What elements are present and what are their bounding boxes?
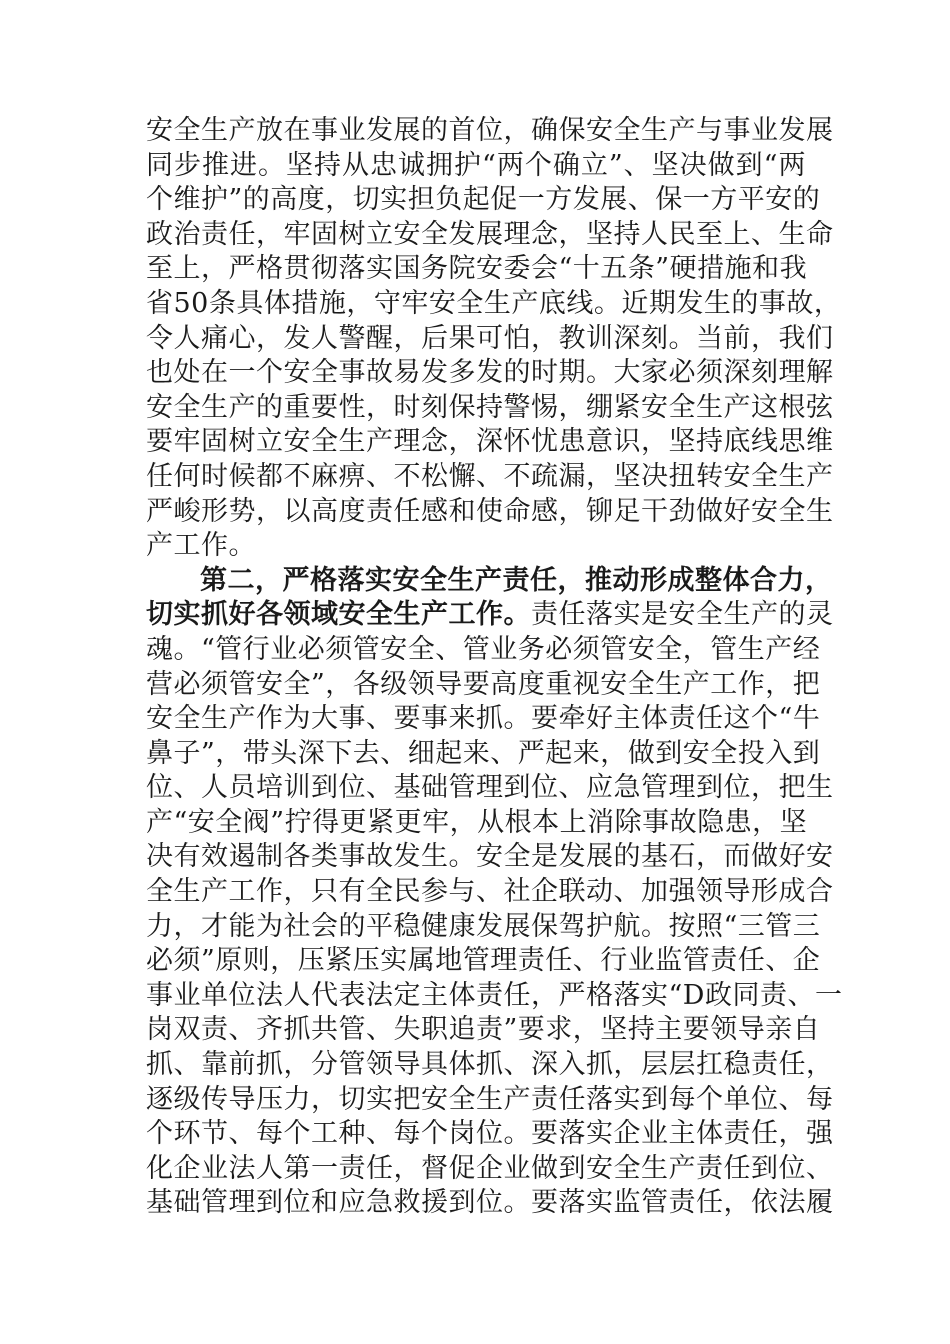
text-line: 至上，严格贯彻落实国务院安委会“十五条”硬措施和我: [146, 253, 808, 285]
text-line: 营必须管安全”，各级领导要高度重视安全生产工作，把: [146, 668, 821, 700]
text-line: 个环节、每个工种、每个岗位。要落实企业主体责任，强: [146, 1118, 834, 1150]
text-line: 必须”原则，压紧压实属地管理责任、行业监管责任、企: [146, 945, 821, 977]
text-line: 岗双责、齐抓共管、失职追责”要求，坚持主要领导亲自: [146, 1014, 821, 1046]
text-line: 鼻子”，带头深下去、细起来、严起来，做到安全投入到: [146, 737, 821, 769]
text-line: 安全生产作为大事、要事来抓。要牵好主体责任这个“牛: [146, 703, 821, 735]
text-line: 政治责任，牢固树立安全发展理念，坚持人民至上、生命: [146, 218, 834, 250]
text-line: 逐级传导压力，切实把安全生产责任落实到每个单位、每: [146, 1083, 834, 1115]
section-heading-continued: 切实抓好各领域安全生产工作。: [146, 599, 531, 631]
text-line: 产工作。: [146, 530, 256, 562]
text-line: 要牢固树立安全生产理念，深怀忧患意识，坚持底线思维: [146, 426, 834, 458]
text-line: 任何时候都不麻痹、不松懈、不疏漏，坚决扭转安全生产: [146, 460, 834, 492]
text-line: 也处在一个安全事故易发多发的时期。大家必须深刻理解: [146, 357, 834, 389]
text-line: 省50条具体措施，守牢安全生产底线。近期发生的事故，: [146, 287, 842, 319]
paragraph-responsibility: [146, 564, 843, 1221]
text-line: 事业单位法人代表法定主体责任，严格落实“D政同责、一: [146, 979, 843, 1011]
text-line: 化企业法人第一责任，督促企业做到安全生产责任到位、: [146, 1152, 834, 1184]
text-line: 令人痛心，发人警醒，后果可怕，教训深刻。当前，我们: [146, 322, 834, 354]
text-line: 全生产工作，只有全民参与、社企联动、加强领导形成合: [146, 876, 834, 908]
paragraph-safety-priority: [146, 114, 842, 564]
text-line: 魂。“管行业必须管安全、管业务必须管安全，管生产经: [146, 633, 821, 665]
document-body: [146, 114, 843, 1221]
text-line: 力，才能为社会的平稳健康发展保驾护航。按照“三管三: [146, 910, 821, 942]
section-heading: 第二，严格落实安全生产责任，推动形成整体合力，: [200, 564, 833, 596]
text-line: [146, 598, 834, 633]
text-line: 安全生产的重要性，时刻保持警惕，绷紧安全生产这根弦: [146, 391, 834, 423]
text-line: 个维护”的高度，切实担负起促一方发展、保一方平安的: [146, 184, 821, 216]
text-line: 产“安全阀”拧得更紧更牢，从根本上消除事故隐患，坚: [146, 806, 808, 838]
text-line: 决有效遏制各类事故发生。安全是发展的基石，而做好安: [146, 841, 834, 873]
text-line: 基础管理到位和应急救援到位。要落实监管责任，依法履: [146, 1187, 834, 1219]
text-segment: 责任落实是安全生产的灵: [531, 599, 834, 631]
text-line: 位、人员培训到位、基础管理到位、应急管理到位，把生: [146, 772, 834, 804]
text-line: 抓、靠前抓，分管领导具体抓、深入抓，层层扛稳责任，: [146, 1049, 834, 1081]
text-line: 同步推进。坚持从忠诚拥护“两个确立”、坚决做到“两: [146, 149, 806, 181]
text-line: 严峻形势，以高度责任感和使命感，铆足干劲做好安全生: [146, 495, 834, 527]
text-line: 安全生产放在事业发展的首位，确保安全生产与事业发展: [146, 115, 834, 146]
